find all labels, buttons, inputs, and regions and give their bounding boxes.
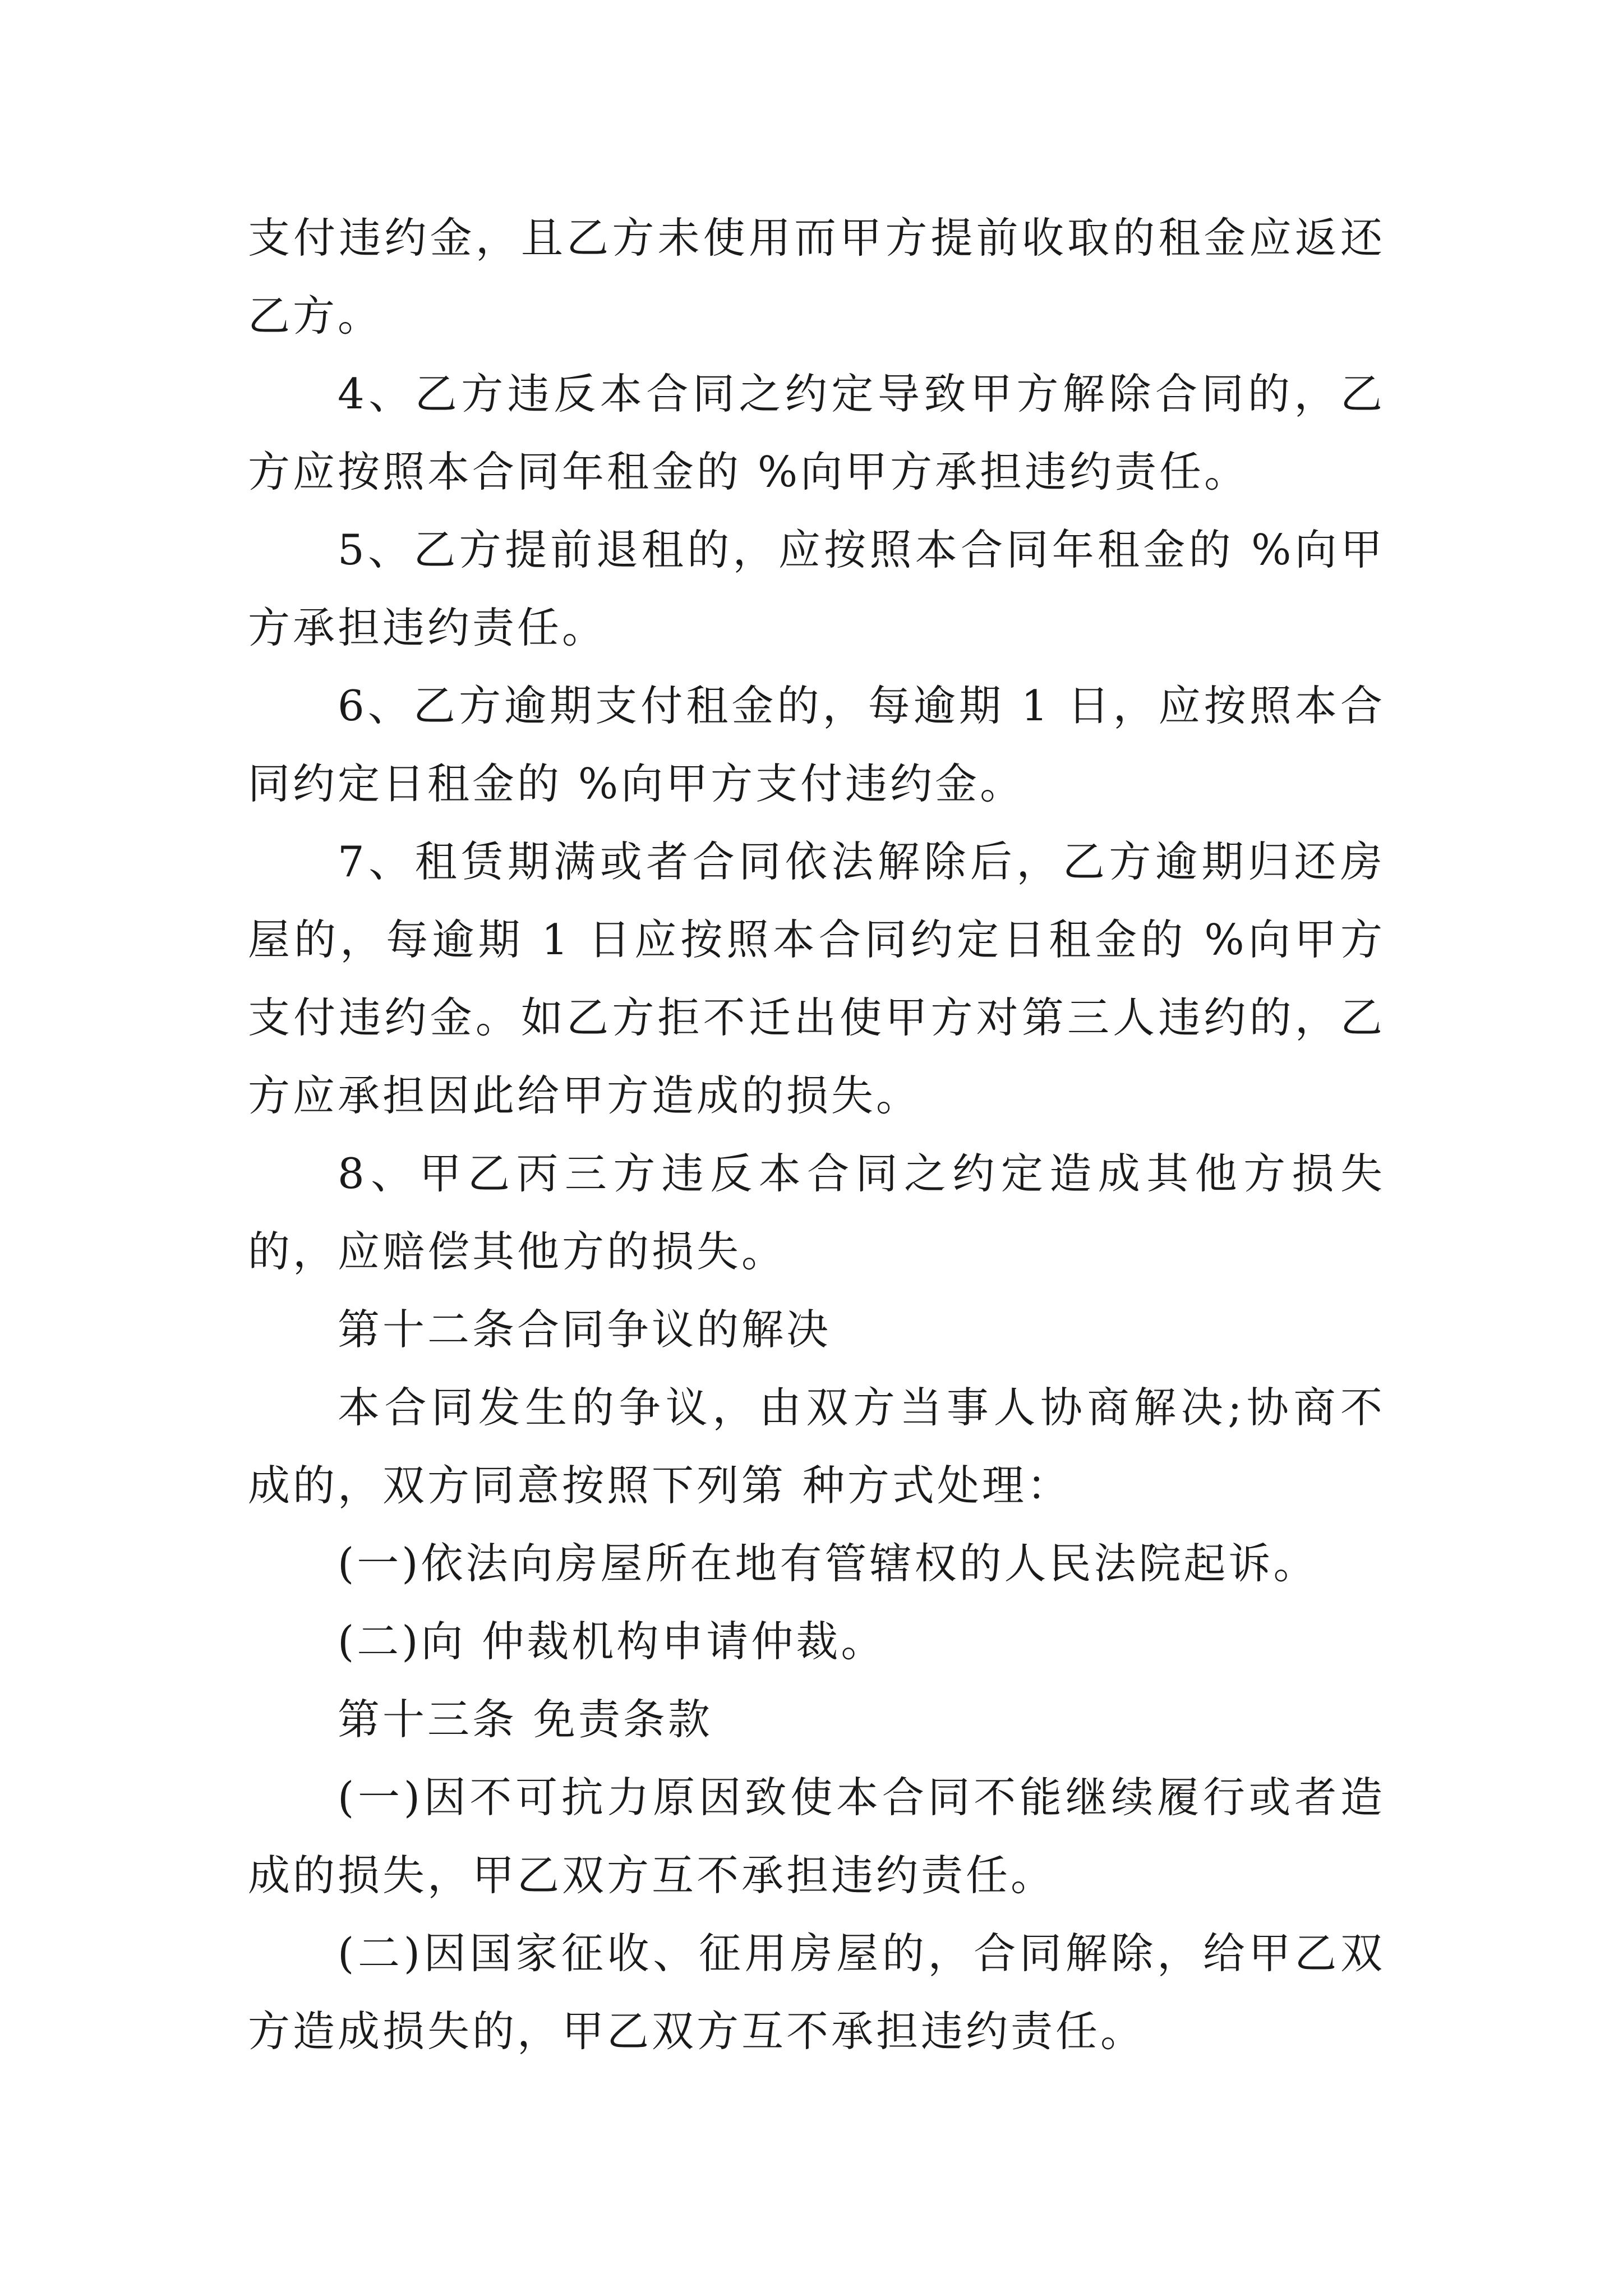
article-13-item-2: (二)因国家征收、征用房屋的，合同解除，给甲乙双方造成损失的，甲乙双方互不承担违约责任。: [248, 1929, 1385, 2056]
clause-4: 4、乙方违反本合同之约定导致甲方解除合同的，乙方应按照本合同年租金的 %向甲方承担违约责任。: [248, 369, 1385, 496]
article-12-heading: 第十二条合同争议的解决: [338, 1305, 832, 1354]
article-13-heading: 第十三条 免责条款: [338, 1695, 713, 1744]
clause-6: 6、乙方逾期支付租金的，每逾期 1 日，应按照本合同约定日租金的 %向甲方支付违约金。: [248, 681, 1385, 808]
document-body: [248, 199, 1385, 2070]
clause-7: 7、租赁期满或者合同依法解除后，乙方逾期归还房屋的，每逾期 1 日应按照本合同约定日租金的 %向甲方支付违约金。如乙方拒不迁出使甲方对第三人违约的，乙方应承担因此给甲方造成的损失。: [248, 837, 1385, 1120]
clause-8: 8、甲乙丙三方违反本合同之约定造成其他方损失的，应赔偿其他方的损失。: [248, 1149, 1385, 1276]
article-12-option-1: (一)依法向房屋所在地有管辖权的人民法院起诉。: [338, 1539, 1318, 1588]
clause-3-continuation: 支付违约金，且乙方未使用而甲方提前收取的租金应返还乙方。: [248, 213, 1385, 341]
article-12-body: 本合同发生的争议，由双方当事人协商解决;协商不成的，双方同意按照下列第 种方式处理：: [248, 1383, 1385, 1510]
article-12-option-2: (二)向 仲裁机构申请仲裁。: [338, 1617, 886, 1666]
clause-5: 5、乙方提前退租的，应按照本合同年租金的 %向甲方承担违约责任。: [248, 525, 1385, 652]
article-13-item-1: (一)因不可抗力原因致使本合同不能继续履行或者造成的损失，甲乙双方互不承担违约责任。: [248, 1773, 1385, 1900]
